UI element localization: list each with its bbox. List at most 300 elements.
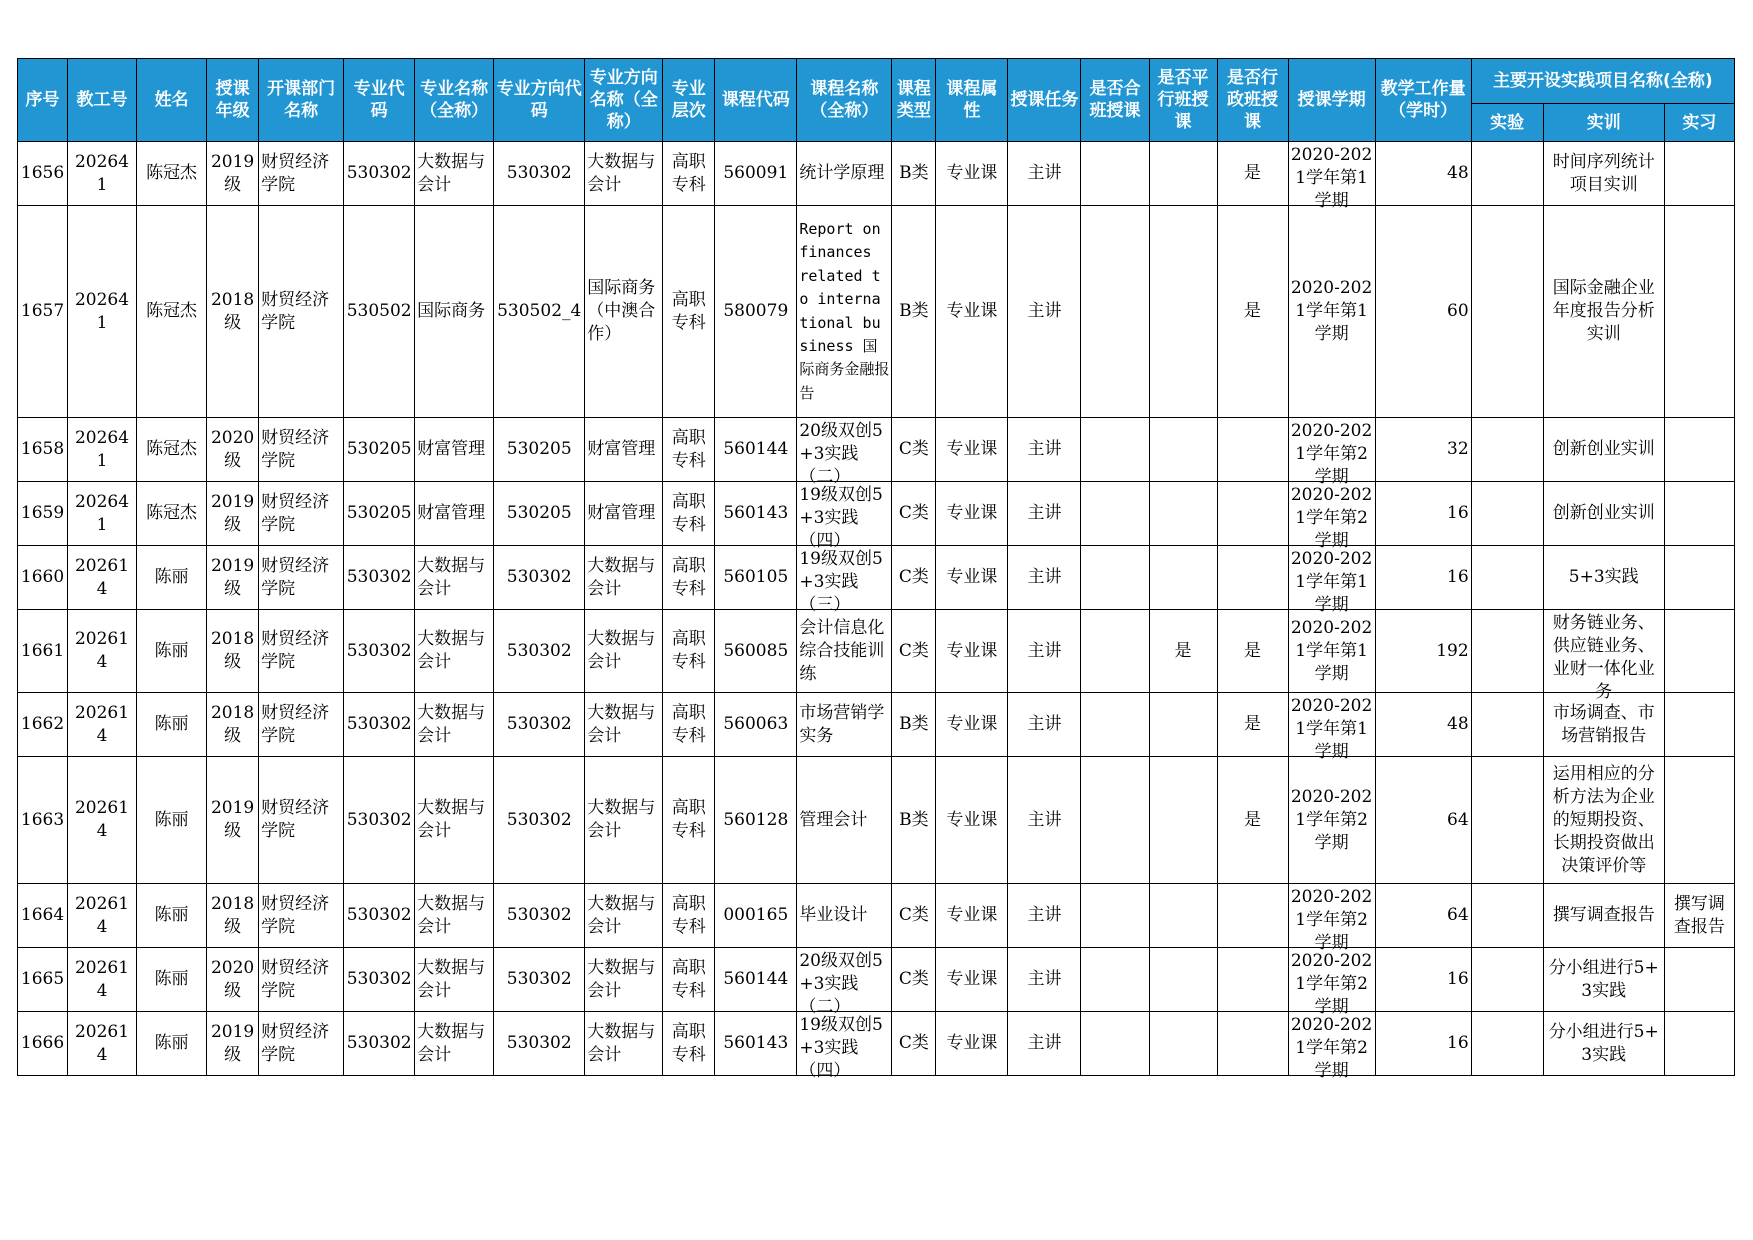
cell-term-text: 2020-2021学年第2学期 (1290, 1014, 1373, 1081)
cell-teacher-id (68, 482, 137, 546)
cell-training (1543, 142, 1664, 206)
cell-parallel (1149, 482, 1217, 546)
cell-course-type (892, 206, 936, 418)
cell-major-name (415, 610, 494, 693)
cell-major-code (344, 482, 415, 546)
cell-task-text: 主讲 (1027, 1033, 1062, 1053)
cell-course-attr (936, 757, 1008, 884)
cell-task (1008, 884, 1081, 948)
header-dir-name (585, 59, 663, 142)
cell-dept-text: 财贸经济学院 (261, 957, 330, 1001)
cell-name-text: 陈丽 (154, 1033, 189, 1053)
cell-course-attr-text: 专业课 (946, 1033, 998, 1053)
cell-teacher-id-text: 202641 (74, 427, 130, 471)
cell-seq (18, 884, 68, 948)
cell-course-attr (936, 142, 1008, 206)
cell-course-type-text: B类 (899, 301, 929, 321)
header-course-type (892, 59, 936, 142)
header-name: 姓名 (137, 59, 207, 142)
cell-task-text: 主讲 (1027, 809, 1062, 830)
cell-major-code-text: 530502 (346, 301, 412, 321)
cell-course-attr-text: 专业课 (946, 714, 998, 734)
cell-admin (1217, 610, 1288, 693)
cell-seq (18, 482, 68, 546)
cell-internship (1664, 418, 1734, 482)
cell-name (137, 757, 207, 884)
cell-merged (1081, 546, 1149, 610)
cell-dir-code-text: 530302 (506, 969, 572, 989)
cell-training-text: 国际金融企业年度报告分析实训 (1552, 278, 1655, 344)
cell-course-type-text: C类 (898, 640, 929, 661)
cell-dir-code-text: 530302 (506, 163, 572, 183)
cell-name (137, 206, 207, 418)
cell-level-text: 高职专科 (671, 702, 706, 746)
cell-term-text: 2020-2021学年第1学期 (1290, 548, 1373, 615)
cell-course-type (892, 948, 936, 1012)
header-internship: 实习 (1664, 104, 1734, 142)
cell-major-name-text: 大数据与会计 (417, 957, 486, 1001)
cell-teacher-id-text: 202641 (74, 151, 130, 195)
header-dir-name-text: 专业方向名称（全称） (589, 68, 658, 132)
cell-hours (1375, 418, 1471, 482)
cell-level-text: 高职专科 (671, 957, 706, 1001)
cell-name (137, 948, 207, 1012)
cell-training (1543, 546, 1664, 610)
cell-parallel (1149, 884, 1217, 948)
cell-level (663, 757, 715, 884)
cell-teacher-id-text: 202614 (74, 629, 130, 672)
course-table (17, 58, 1735, 1081)
cell-course-type-text: B类 (899, 714, 929, 734)
cell-course-code (715, 1012, 797, 1076)
table-row (18, 884, 1735, 948)
cell-dir-code (494, 1012, 585, 1076)
cell-course-name (797, 610, 892, 693)
cell-grade-text: 2018级 (210, 629, 255, 672)
table-body (18, 142, 1735, 1081)
cell-task-text: 主讲 (1027, 503, 1062, 523)
cell-term (1288, 1012, 1375, 1081)
cell-hours-text: 16 (1447, 567, 1469, 587)
cell-major-code-text: 530302 (346, 809, 412, 830)
cell-training-text: 5+3实践 (1568, 567, 1639, 587)
cell-course-code (715, 693, 797, 757)
cell-course-attr-text: 专业课 (946, 163, 998, 183)
cell-level-text: 高职专科 (671, 1021, 706, 1065)
cell-name-text: 陈冠杰 (146, 503, 198, 523)
cell-course-attr (936, 418, 1008, 482)
cell-dir-code (494, 948, 585, 1012)
cell-training-text: 分小组进行5+3实践 (1548, 1021, 1659, 1065)
cell-name-text: 陈丽 (154, 905, 189, 925)
cell-seq-text: 1663 (20, 809, 65, 830)
cell-major-code-text: 530302 (346, 905, 412, 925)
cell-course-name (797, 418, 892, 487)
cell-internship (1664, 206, 1734, 418)
cell-course-name (797, 142, 892, 206)
cell-course-name-text: Report on finances related to international business 国际商务金融报告 (799, 219, 890, 402)
cell-major-name (415, 948, 494, 1012)
cell-admin-text: 是 (1244, 809, 1262, 830)
cell-major-name-text: 财富管理 (417, 439, 486, 459)
cell-name-text: 陈丽 (154, 640, 189, 661)
cell-dir-name-text: 大数据与会计 (587, 151, 656, 195)
cell-grade (207, 142, 259, 206)
cell-grade-text: 2019级 (210, 555, 255, 599)
header-course-name: 课程名称（全称） (797, 59, 892, 142)
header-merged: 是否合班授课 (1081, 59, 1149, 142)
cell-hours (1375, 948, 1471, 1012)
cell-major-name (415, 206, 494, 418)
cell-task (1008, 142, 1081, 206)
cell-merged (1081, 482, 1149, 546)
cell-grade-text: 2020级 (210, 957, 255, 1001)
cell-training-text: 市场调查、市场营销报告 (1552, 702, 1655, 746)
cell-internship (1664, 142, 1734, 206)
cell-major-code-text: 530302 (346, 969, 412, 989)
cell-teacher-id (68, 693, 137, 757)
cell-dept (259, 1012, 344, 1076)
header-practice-group: 主要开设实践项目名称(全称) (1471, 59, 1734, 104)
cell-dept (259, 757, 344, 884)
cell-experiment (1471, 693, 1543, 757)
cell-teacher-id-text: 202641 (74, 289, 130, 333)
cell-course-name-text: 20级双创5+3实践（二） (799, 950, 883, 1017)
cell-course-name (797, 948, 892, 1017)
cell-course-code (715, 757, 797, 884)
cell-course-name-text: 毕业设计 (799, 905, 868, 925)
cell-dir-code (494, 693, 585, 757)
cell-term (1288, 610, 1375, 693)
cell-course-name (797, 757, 892, 884)
cell-admin-text: 是 (1244, 714, 1262, 734)
cell-training-text: 运用相应的分析方法为企业的短期投资、长期投资做出决策评价等 (1552, 763, 1655, 876)
cell-name (137, 610, 207, 693)
cell-name (137, 884, 207, 948)
cell-hours-text: 48 (1447, 714, 1469, 734)
cell-course-code (715, 610, 797, 693)
cell-term-text: 2020-2021学年第1学期 (1290, 144, 1373, 211)
cell-level-text: 高职专科 (671, 629, 706, 672)
cell-training-text: 撰写调查报告 (1552, 905, 1655, 925)
cell-experiment (1471, 757, 1543, 884)
cell-term-text: 2020-2021学年第2学期 (1290, 420, 1373, 487)
cell-grade-text: 2019级 (210, 151, 255, 195)
cell-task-text: 主讲 (1027, 714, 1062, 734)
cell-course-type (892, 142, 936, 206)
cell-major-code (344, 418, 415, 482)
cell-dir-name-text: 大数据与会计 (587, 702, 656, 746)
cell-hours (1375, 610, 1471, 693)
cell-seq-text: 1657 (20, 301, 65, 321)
cell-experiment (1471, 546, 1543, 610)
cell-name-text: 陈丽 (154, 969, 189, 989)
table-row (18, 482, 1735, 546)
cell-course-name-text: 19级双创5+3实践（三） (799, 548, 883, 615)
cell-training-text: 创新创业实训 (1552, 503, 1655, 523)
cell-training (1543, 418, 1664, 482)
cell-admin (1217, 142, 1288, 206)
cell-merged (1081, 206, 1149, 418)
cell-major-name-text: 大数据与会计 (417, 798, 486, 841)
cell-admin (1217, 693, 1288, 757)
cell-major-name-text: 大数据与会计 (417, 151, 486, 195)
cell-course-code-text: 560105 (723, 567, 789, 587)
cell-merged (1081, 418, 1149, 482)
cell-course-type (892, 418, 936, 482)
cell-hours (1375, 1012, 1471, 1076)
cell-hours (1375, 884, 1471, 948)
cell-major-code-text: 530302 (346, 163, 412, 183)
cell-hours-text: 64 (1447, 809, 1469, 830)
cell-seq (18, 693, 68, 757)
cell-term-text: 2020-2021学年第2学期 (1290, 484, 1373, 551)
cell-course-name (797, 884, 892, 948)
cell-dept (259, 418, 344, 482)
cell-hours (1375, 482, 1471, 546)
cell-term (1288, 757, 1375, 884)
cell-level (663, 948, 715, 1012)
cell-course-code (715, 142, 797, 206)
cell-major-name (415, 482, 494, 546)
cell-admin (1217, 206, 1288, 418)
cell-training (1543, 693, 1664, 757)
cell-grade-text: 2018级 (210, 289, 255, 333)
cell-course-attr-text: 专业课 (946, 439, 998, 459)
header-dept: 开课部门名称 (259, 59, 344, 142)
cell-major-code-text: 530302 (346, 567, 412, 587)
cell-level (663, 693, 715, 757)
cell-dir-code-text: 530302 (506, 1033, 572, 1053)
cell-major-name (415, 884, 494, 948)
table-row (18, 693, 1735, 757)
cell-grade-text: 2019级 (210, 798, 255, 841)
cell-term (1288, 418, 1375, 487)
cell-major-code-text: 530302 (346, 1033, 412, 1053)
cell-course-attr-text: 专业课 (946, 503, 998, 523)
cell-name (137, 693, 207, 757)
cell-major-name (415, 418, 494, 482)
table-row (18, 757, 1735, 884)
header-dir-code: 专业方向代码 (494, 59, 585, 142)
cell-seq-text: 1661 (20, 640, 65, 661)
cell-dept (259, 693, 344, 757)
cell-merged (1081, 757, 1149, 884)
cell-seq-text: 1665 (20, 969, 65, 989)
cell-parallel (1149, 1012, 1217, 1076)
cell-major-name (415, 546, 494, 610)
cell-dir-name (585, 546, 663, 610)
cell-major-name-text: 大数据与会计 (417, 629, 486, 672)
cell-dir-name-text: 大数据与会计 (587, 957, 656, 1001)
cell-hours-text: 16 (1447, 1033, 1469, 1053)
cell-seq (18, 206, 68, 418)
cell-course-name-text: 会计信息化综合技能训练 (799, 617, 885, 684)
cell-dir-name (585, 948, 663, 1012)
cell-task-text: 主讲 (1027, 969, 1062, 989)
cell-major-code (344, 884, 415, 948)
cell-task-text: 主讲 (1027, 301, 1062, 321)
cell-dir-code-text: 530205 (506, 439, 572, 459)
cell-major-code (344, 693, 415, 757)
cell-teacher-id-text: 202614 (74, 555, 130, 599)
cell-course-code-text: 560144 (723, 439, 789, 459)
cell-dept (259, 884, 344, 948)
cell-teacher-id (68, 546, 137, 610)
cell-dept (259, 546, 344, 610)
cell-name (137, 546, 207, 610)
cell-dir-code-text: 530302 (506, 640, 572, 661)
cell-course-attr-text: 专业课 (946, 567, 998, 587)
cell-hours-text: 60 (1447, 301, 1469, 321)
cell-task (1008, 1012, 1081, 1076)
cell-course-name (797, 482, 892, 551)
header-course-type-text: 课程类型 (896, 79, 931, 121)
cell-name (137, 482, 207, 546)
cell-training (1543, 206, 1664, 418)
cell-course-name-text: 19级双创5+3实践（四） (799, 484, 883, 551)
cell-course-code (715, 546, 797, 610)
cell-internship (1664, 610, 1734, 693)
cell-grade (207, 1012, 259, 1076)
cell-training (1543, 757, 1664, 884)
cell-major-code (344, 757, 415, 884)
cell-major-code (344, 142, 415, 206)
cell-major-name-text: 大数据与会计 (417, 893, 486, 937)
cell-admin-text: 是 (1244, 301, 1262, 321)
header-parallel: 是否平行班授课 (1149, 59, 1217, 142)
cell-course-name-text: 市场营销学实务 (799, 702, 885, 746)
cell-dept (259, 142, 344, 206)
cell-grade-text: 2018级 (210, 702, 255, 746)
cell-teacher-id-text: 202641 (74, 491, 130, 535)
cell-dir-name (585, 757, 663, 884)
cell-course-type (892, 884, 936, 948)
cell-dir-code (494, 546, 585, 610)
cell-level (663, 546, 715, 610)
cell-course-code-text: 560063 (723, 714, 789, 734)
cell-name-text: 陈冠杰 (146, 301, 198, 321)
cell-parallel-text: 是 (1174, 640, 1192, 661)
cell-dir-name-text: 国际商务（中澳合作） (587, 278, 656, 344)
cell-term (1288, 884, 1375, 953)
cell-training (1543, 1012, 1664, 1076)
cell-term-text: 2020-2021学年第1学期 (1290, 617, 1373, 684)
cell-dir-name-text: 财富管理 (587, 439, 656, 459)
cell-parallel (1149, 546, 1217, 610)
cell-hours (1375, 693, 1471, 757)
header-seq: 序号 (18, 59, 68, 142)
cell-seq-text: 1659 (20, 503, 65, 523)
cell-seq (18, 142, 68, 206)
cell-hours-text: 16 (1447, 969, 1469, 989)
cell-dept (259, 482, 344, 546)
cell-grade (207, 693, 259, 757)
cell-dir-name-text: 大数据与会计 (587, 1021, 656, 1065)
cell-term-text: 2020-2021学年第2学期 (1290, 950, 1373, 1017)
cell-task-text: 主讲 (1027, 439, 1062, 459)
cell-seq-text: 1656 (20, 163, 65, 183)
cell-parallel (1149, 418, 1217, 482)
cell-training-text: 创新创业实训 (1552, 439, 1655, 459)
cell-seq (18, 546, 68, 610)
cell-course-type-text: B类 (899, 163, 929, 183)
cell-dir-name (585, 884, 663, 948)
cell-experiment (1471, 1012, 1543, 1076)
cell-dir-code-text: 530302 (506, 905, 572, 925)
cell-parallel (1149, 206, 1217, 418)
cell-teacher-id-text: 202614 (74, 1021, 130, 1065)
cell-term-text: 2020-2021学年第2学期 (1290, 886, 1373, 953)
cell-teacher-id (68, 418, 137, 482)
cell-course-code-text: 560091 (723, 163, 789, 183)
cell-course-code (715, 206, 797, 418)
cell-major-name-text: 大数据与会计 (417, 555, 486, 599)
cell-course-attr-text: 专业课 (946, 640, 998, 661)
cell-merged (1081, 142, 1149, 206)
cell-dept (259, 948, 344, 1012)
cell-experiment (1471, 482, 1543, 546)
cell-admin-text: 是 (1244, 163, 1262, 183)
cell-dept-text: 财贸经济学院 (261, 1021, 330, 1065)
cell-level (663, 482, 715, 546)
table-row (18, 142, 1735, 206)
cell-course-type-text: C类 (898, 905, 929, 925)
cell-admin (1217, 546, 1288, 610)
cell-level-text: 高职专科 (671, 151, 706, 195)
cell-experiment (1471, 948, 1543, 1012)
cell-merged (1081, 610, 1149, 693)
cell-experiment (1471, 206, 1543, 418)
header-major-code: 专业代码 (344, 59, 415, 142)
cell-admin (1217, 757, 1288, 884)
cell-teacher-id-text: 202614 (74, 702, 130, 746)
cell-dir-code-text: 530302 (506, 809, 572, 830)
cell-course-code-text: 560143 (723, 1033, 789, 1053)
header-grade: 授课年级 (207, 59, 259, 142)
cell-training-text: 财务链业务、供应链业务、业财一体化业务 (1552, 612, 1655, 702)
cell-major-name-text: 国际商务 (417, 301, 486, 321)
cell-experiment (1471, 610, 1543, 693)
cell-course-name-text: 20级双创5+3实践（二） (799, 420, 883, 487)
cell-teacher-id-text: 202614 (74, 893, 130, 937)
cell-dir-code (494, 142, 585, 206)
cell-course-name (797, 1012, 892, 1081)
cell-seq (18, 610, 68, 693)
cell-course-attr (936, 693, 1008, 757)
cell-dept-text: 财贸经济学院 (261, 427, 330, 471)
cell-grade (207, 418, 259, 482)
cell-major-name-text: 大数据与会计 (417, 1021, 486, 1065)
cell-seq-text: 1660 (20, 567, 65, 587)
cell-internship (1664, 884, 1734, 948)
cell-major-code (344, 206, 415, 418)
cell-teacher-id (68, 142, 137, 206)
cell-dir-code (494, 610, 585, 693)
cell-seq (18, 418, 68, 482)
table-row (18, 206, 1735, 418)
cell-course-attr-text: 专业课 (946, 969, 998, 989)
cell-teacher-id-text: 202614 (74, 798, 130, 841)
cell-level (663, 142, 715, 206)
cell-dir-code (494, 418, 585, 482)
cell-term-text: 2020-2021学年第1学期 (1290, 695, 1373, 762)
cell-seq-text: 1664 (20, 905, 65, 925)
cell-training (1543, 610, 1664, 702)
cell-task (1008, 546, 1081, 610)
cell-dir-name-text: 大数据与会计 (587, 798, 656, 841)
cell-course-code (715, 884, 797, 948)
